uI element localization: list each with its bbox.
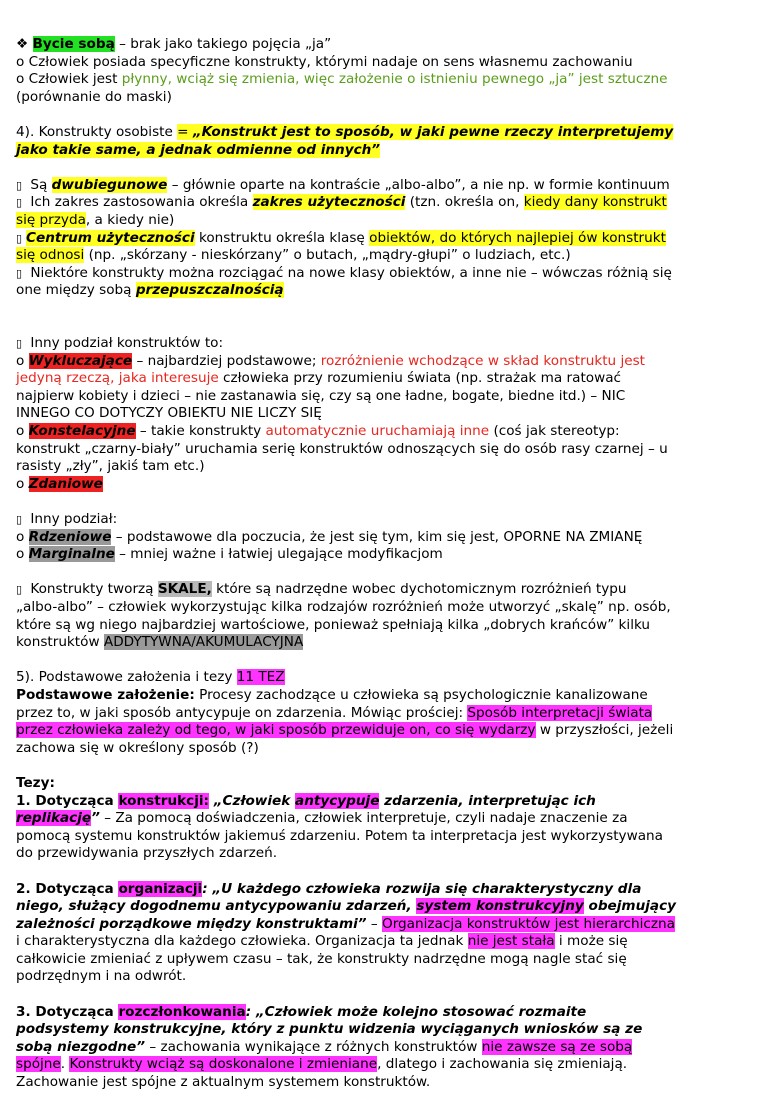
list-item-cont: rasisty „zły”, jakiś tam etc.) (16, 458, 205, 475)
list-item-cont: „albo-albo” – człowiek wykorzystując kilka rodzajów rozróżnień może utworzyć „skalę” np. osób, (16, 599, 671, 615)
teza-2-cont: podrzędnym i na odwrót. (16, 968, 187, 985)
missing-glyph-box-icon: ▯ (16, 583, 23, 597)
list-item: o Zdaniowe (16, 475, 103, 492)
list-item: o Człowiek posiada specyficzne konstrukty, którymi nadaje on sens własnemu zachowaniu (16, 53, 633, 70)
paragraph: (porównanie do maski) (16, 88, 172, 105)
tezy-heading: Tezy: (16, 774, 55, 791)
missing-glyph-box-icon: ▯ (16, 196, 23, 210)
list-item-cont: jedyną rzeczą, jaka interesuje człowieka przy rozumieniu świata (np. strażak ma ratować (16, 370, 622, 387)
teza-2-cont: zależności porządkowe między konstruktami” – Organizacja konstruktów jest hierarchiczna (16, 915, 675, 932)
teza-2-cont: i charakterystyczna dla każdego człowieka. Organizacja ta jednak nie jest stała i może się (16, 933, 628, 950)
teza-3-cont: spójne. Konstrukty wciąż są doskonalone i zmieniane, dlatego i zachowania się zmieniają. (16, 1056, 628, 1073)
teza-1-cont: replikację” – Za pomocą doświadczenia, człowiek interpretuje, czyli nadaje znaczenie za (16, 810, 628, 827)
missing-glyph-box-icon: ▯ (16, 337, 23, 351)
teza-3-cont: sobą niezgodne” – zachowania wynikające z różnych konstruktów nie zawsze są ze sobą (16, 1038, 633, 1055)
list-item-cont: które są wg niego najbardziej wartościowe, ponieważ spełniają kilka „dobrych krańców” kilku (16, 616, 651, 633)
list-heading: ▯ Inny podział: (16, 511, 118, 528)
teza-2: 2. Dotycząca organizacji: „U każdego człowieka rozwija się charakterystyczny dla (16, 880, 642, 897)
teza-3-cont: Zachowanie jest spójne z aktualnym systemem konstruktów. (16, 1074, 431, 1091)
list-item-cont: się przyda, a kiedy nie) (16, 211, 175, 228)
list-item: ▯ Niektóre konstrukty można rozciągać na nowe klasy obiektów, a inne nie – wówczas różnią się (16, 264, 672, 281)
list-item-cont: one między sobą przepuszczalnością (16, 282, 284, 299)
list-item-cont: konstrukt „czarny-biały” uruchamia serię konstruktów odnoszących się do osób rasy czarnej – u (16, 440, 668, 457)
teza-2-cont: całkowicie zmieniać z upływem czasu – tak, że konstrukty nadrzędne mogą nagle stać się (16, 950, 627, 967)
paragraph-cont: zachowa się w określony sposób (?) (16, 739, 259, 756)
list-item: o Rdzeniowe – podstawowe dla poczucia, że jest się tym, kim się jest, OPORNE NA ZMIANĘ (16, 528, 643, 545)
heading-bycie-soba: Bycie sobą (32, 36, 115, 52)
paragraph-cont: przez to, w jaki sposób antycypuje on zdarzenia. Mówiąc prościej: Sposób interpretacji świata (16, 704, 653, 721)
paragraph-cont: przez człowieka zależy od tego, w jaki sposób przewiduje on, co się wydarzy w przyszłości, jeżeli (16, 722, 674, 739)
section-bycie-soba-title: ❖ Bycie sobą – brak jako takiego pojęcia „ja” (16, 36, 332, 52)
list-item-cont: najpierw kobiety i dzieci – nie zastanawia się, czy są one ładne, bogate, biedne itd.) – NIC (16, 387, 626, 404)
missing-glyph-box-icon: ▯ (16, 178, 23, 192)
list-item: ▯ Ich zakres zastosowania określa zakres użyteczności (tzn. określa on, kiedy dany konstrukt (16, 194, 667, 211)
teza-2-cont: niego, służący dogodnemu antycypowaniu zdarzeń, system konstrukcyjny obejmujący (16, 898, 677, 915)
section-zalozenia-heading: 5). Podstawowe założenia i tezy 11 TEZ (16, 669, 285, 686)
missing-glyph-box-icon: ▯ (16, 266, 23, 280)
list-item: o Marginalne – mniej ważne i łatwiej ulegające modyfikacjom (16, 546, 443, 563)
list-item: o Wykluczające – najbardziej podstawowe; rozróżnienie wchodzące w skład konstruktu jest (16, 352, 646, 369)
teza-1-cont: pomocą systemu konstruktów jakiemuś zdarzeniu. Potem ta interpretacja jest wykorzystywana (16, 827, 663, 844)
teza-1-cont: do przewidywania przyszłych zdarzeń. (16, 845, 278, 862)
teza-1: 1. Dotycząca konstrukcji: „Człowiek antycypuje zdarzenia, interpretując ich (16, 792, 596, 809)
paragraph: Podstawowe założenie: Procesy zachodzące u człowieka są psychologicznie kanalizowane (16, 686, 648, 703)
list-item: ▯ Konstrukty tworzą SKALE, które są nadrzędne wobec dychotomicznym rozróżnień typu (16, 581, 627, 598)
section-konstrukty-osobiste-heading: 4). Konstrukty osobiste = „Konstrukt jest to sposób, w jaki pewne rzeczy interpretujemy (16, 123, 674, 140)
missing-glyph-box-icon: ▯ (16, 231, 23, 245)
diamond-bullet-icon: ❖ (16, 36, 29, 52)
definition-line: jako takie same, a jednak odmienne od innych” (16, 141, 381, 158)
list-heading: ▯ Inny podział konstruktów to: (16, 335, 224, 352)
list-item: o Człowiek jest płynny, wciąż się zmienia, więc założenie o istnieniu pewnego „ja” jest sztuczne (16, 71, 668, 88)
teza-3: 3. Dotycząca rozczłonkowania: „Człowiek może kolejno stosować rozmaite (16, 1003, 587, 1020)
list-item: ▯ Centrum użyteczności konstruktu określa klasę obiektów, do których najlepiej ów konstrukt (16, 229, 666, 246)
list-item: o Konstelacyjne – takie konstrukty automatycznie uruchamiają inne (coś jak stereotyp: (16, 423, 620, 440)
list-item-cont: konstruktów ADDYTYWNA/AKUMULACYJNA (16, 634, 304, 651)
list-item: ▯ Są dwubiegunowe – głównie oparte na kontraście „albo-albo”, a nie np. w formie kontinuum (16, 176, 670, 193)
missing-glyph-box-icon: ▯ (16, 513, 23, 527)
document-page (16, 36, 706, 1092)
list-item-cont: się odnosi (np. „skórzany - nieskórzany” o butach, „mądry-głupi” o ludziach, etc.) (16, 247, 571, 264)
teza-3-cont: podsystemy konstrukcyjne, który z punktu widzenia wyciąganych wniosków są ze (16, 1021, 643, 1038)
list-item-cont: INNEGO CO DOTYCZY OBIEKTU NIE LICZY SIĘ (16, 405, 322, 422)
